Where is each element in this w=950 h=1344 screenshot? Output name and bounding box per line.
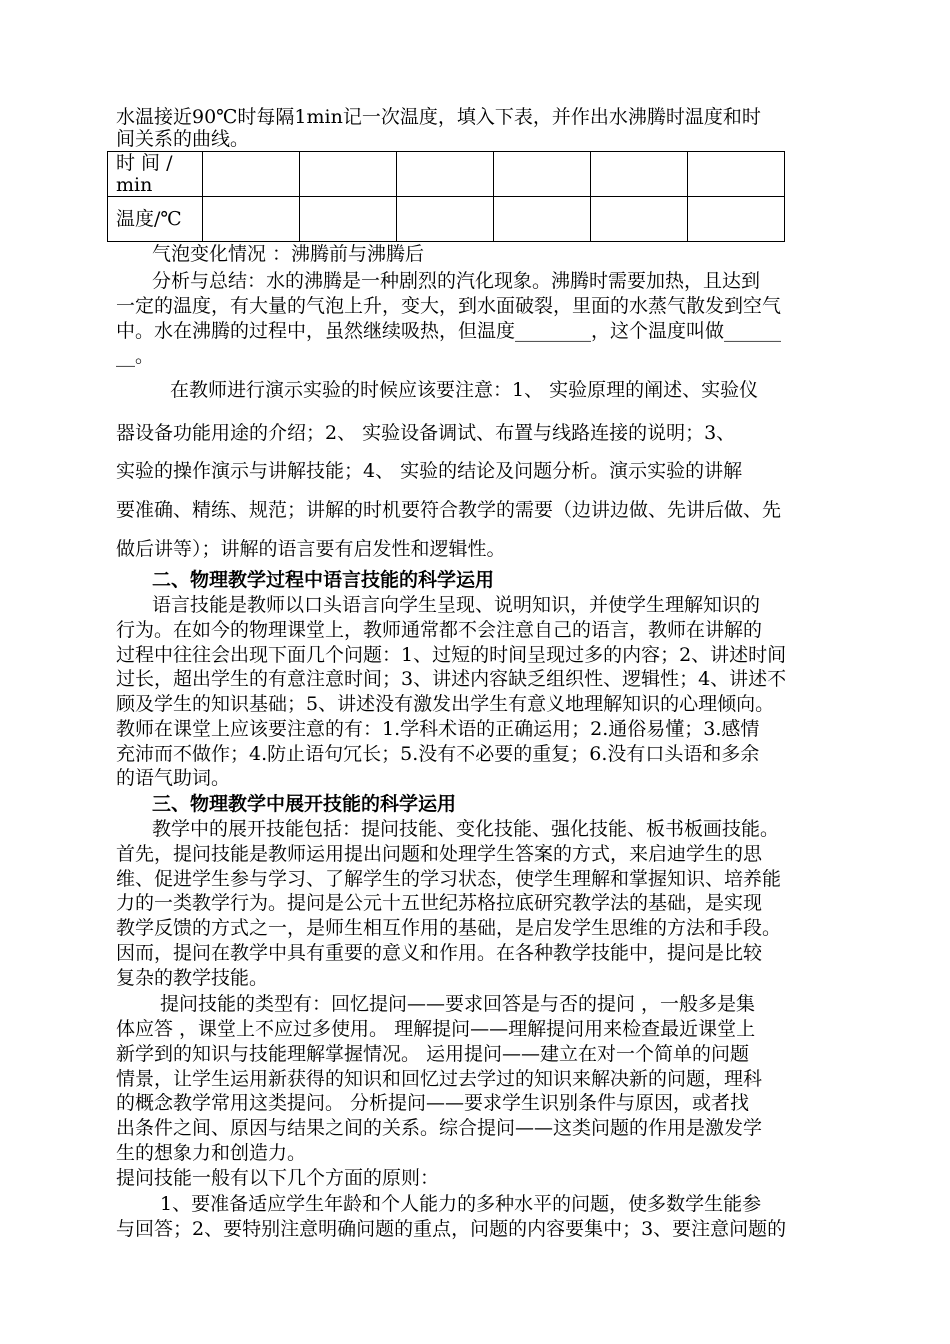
text-line: 间关系的曲线。 [116, 128, 250, 150]
text-line: 过长，超出学生的有意注意时间；3、讲述内容缺乏组织性、逻辑性；4、讲述不 [116, 668, 787, 690]
table-cell [591, 152, 688, 197]
text-line: 力的一类教学行为。提问是公元十五世纪苏格拉底研究教学法的基础，是实现 [116, 892, 763, 914]
table-cell [591, 197, 688, 242]
text-line: 器设备功能用途的介绍；2、 实验设备调试、布置与线路连接的说明；3、 [116, 422, 736, 444]
table-row [108, 152, 785, 197]
text-line: 实验的操作演示与讲解技能；4、 实验的结论及问题分析。演示实验的讲解 [116, 460, 743, 482]
table-cell [300, 152, 397, 197]
text-line: 教学反馈的方式之一，是师生相互作用的基础，是启发学生思维的方法和手段。 [116, 917, 782, 939]
section-heading: 二、物理教学过程中语言技能的科学运用 [152, 569, 495, 591]
table-cell [300, 197, 397, 242]
text-line: 中。水在沸腾的过程中，虽然继续吸热，但温度________，这个温度叫做______ [116, 320, 782, 342]
text-line: 行为。在如今的物理课堂上，教师通常都不会注意自己的语言，教师在讲解的 [116, 619, 763, 641]
table-cell [688, 197, 785, 242]
text-line: 生的想象力和创造力。 [116, 1142, 307, 1164]
text-line: 语言技能是教师以口头语言向学生呈现、说明知识，并使学生理解知识的 [152, 594, 761, 616]
text-line: 过程中往往会出现下面几个问题：1、过短的时间呈现过多的内容；2、讲述时间 [116, 644, 787, 666]
table-cell [203, 197, 300, 242]
table-cell [494, 152, 591, 197]
text-line: 因而，提问在教学中具有重要的意义和作用。在各种教学技能中，提问是比较 [116, 942, 763, 964]
text-line: 的概念教学常用这类提问。 分析提问——要求学生识别条件与原因，或者找 [116, 1092, 750, 1114]
text-line: 做后讲等）；讲解的语言要有启发性和逻辑性。 [116, 538, 506, 560]
text-line: 新学到的知识与技能理解掌握情况。 运用提问——建立在对一个简单的问题 [116, 1043, 750, 1065]
text-line: 维、促进学生参与学习、了解学生的学习状态，使学生理解和掌握知识、培养能 [116, 868, 782, 890]
table-row-header-temperature: 温度/℃ [108, 197, 203, 242]
temperature-time-table [107, 151, 785, 242]
text-line: 与回答；2、要特别注意明确问题的重点，问题的内容要集中；3、要注意问题的 [116, 1218, 787, 1240]
text-line: 一定的温度，有大量的气泡上升，变大，到水面破裂，里面的水蒸气散发到空气 [116, 295, 782, 317]
text-line: 要准确、精练、规范；讲解的时机要符合教学的需要（边讲边做、先讲后做、先 [116, 499, 782, 521]
text-line: 教师在课堂上应该要注意的有：1.学科术语的正确运用；2.通俗易懂；3.感情 [116, 718, 760, 740]
text-line: 水温接近90℃时每隔1min记一次温度，填入下表，并作出水沸腾时温度和时 [116, 106, 761, 128]
table-cell [494, 197, 591, 242]
table-cell [688, 152, 785, 197]
text-line: 教学中的展开技能包括：提问技能、变化技能、强化技能、板书板画技能。 [152, 818, 780, 840]
text-line: 的语气助词。 [116, 767, 231, 789]
text-line: 提问技能的类型有：回忆提问——要求回答是与否的提问 ，一般多是集 [160, 993, 756, 1015]
table-cell [397, 197, 494, 242]
text-line: 首先，提问技能是教师运用提出问题和处理学生答案的方式，来启迪学生的思 [116, 843, 763, 865]
text-line: __。 [116, 345, 155, 367]
table-cell [203, 152, 300, 197]
text-line: 充沛而不做作；4.防止语句冗长；5.没有不必要的重复；6.没有口头语和多余 [116, 743, 760, 765]
table-row [108, 197, 785, 242]
text-line: 情景，让学生运用新获得的知识和回忆过去学过的知识来解决新的问题，理科 [116, 1068, 763, 1090]
table-cell [397, 152, 494, 197]
text-line: 在教师进行演示实验的时候应该要注意：1、 实验原理的阐述、实验仪 [170, 379, 759, 401]
section-heading: 三、物理教学中展开技能的科学运用 [152, 793, 457, 815]
text-line: 出条件之间、原因与结果之间的关系。综合提问——这类问题的作用是激发学 [116, 1117, 763, 1139]
text-line: 顾及学生的知识基础；5、讲述没有激发出学生有意义地理解知识的心理倾向。 [116, 693, 775, 715]
text-line: 提问技能一般有以下几个方面的原则： [116, 1167, 440, 1189]
text-line: 气泡变化情况 ：沸腾前与沸腾后 [152, 243, 425, 265]
text-line: 1、要准备适应学生年龄和个人能力的多种水平的问题，使多数学生能参 [160, 1193, 762, 1215]
text-line: 体应答 ，课堂上不应过多使用。 理解提问——理解提问用来检查最近课堂上 [116, 1018, 756, 1040]
text-line: 复杂的教学技能。 [116, 967, 269, 989]
table-row-header-time: 时 间 / min [108, 152, 203, 197]
text-line: 分析与总结：水的沸腾是一种剧烈的汽化现象。沸腾时需要加热，且达到 [152, 270, 761, 292]
